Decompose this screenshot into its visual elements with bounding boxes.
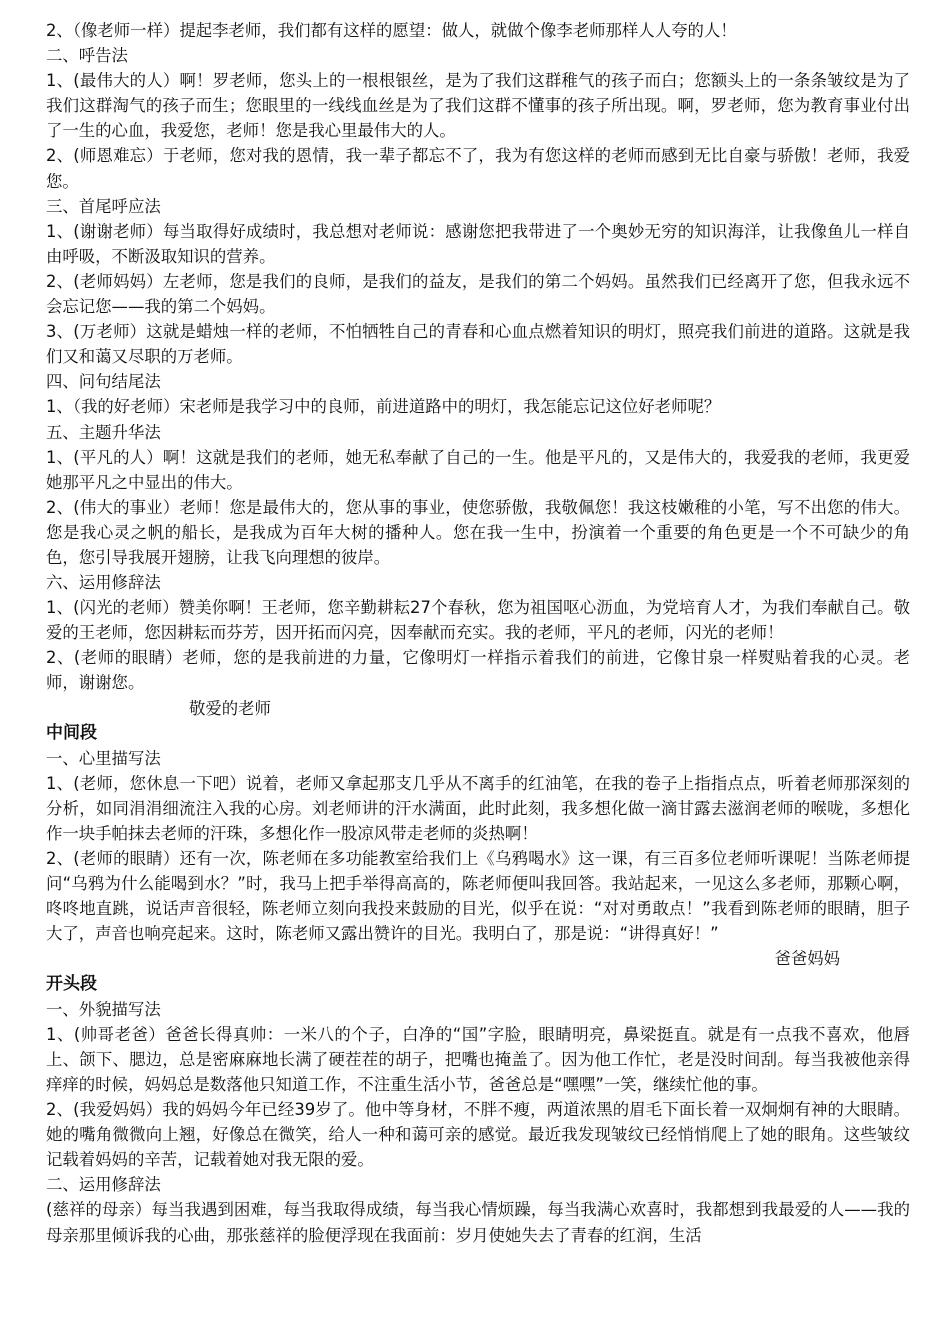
section-heading: 一、外貌描写法 bbox=[46, 999, 161, 1019]
paragraph: 2、(老师的眼睛）老师，您的是我前进的力量，它像明灯一样指示着我们的前进，它像甘泉一样熨贴着我的心灵。老师，谢谢您。 bbox=[46, 648, 910, 693]
topic-title: 爸爸妈妈 bbox=[774, 949, 840, 969]
paragraph: 2、(伟大的事业）老师！您是最伟大的，您从事的事业，使您骄傲，我敬佩您！我这枝嫩稚的小笔，写不出您的伟大。您是我心灵之帆的船长，是我成为百年大树的播种人。您在我一生中，扮演着一个重要的角色更是一个不可缺少的角色，您引导我展开翅膀，让我飞向理想的彼岸。 bbox=[46, 497, 910, 567]
section-heading: 二、呼告法 bbox=[46, 46, 128, 66]
paragraph: 3、(万老师）这就是蜡烛一样的老师，不怕牺牲自己的青春和心血点燃着知识的明灯，照亮我们前进的道路。这就是我们又和蔼又尽职的万老师。 bbox=[46, 322, 910, 367]
paragraph: 1、(最伟大的人）啊！罗老师，您头上的一根根银丝，是为了我们这群稚气的孩子而白；您额头上的一条条皱纹是为了我们这群淘气的孩子而生；您眼里的一线线血丝是为了我们这群不懂事的孩子所出现。啊，罗老师，您为教育事业付出了一生的心血，我爱您，老师！您是我心里最伟大的人。 bbox=[46, 71, 910, 141]
paragraph: 1、(闪光的老师）赞美你啊！王老师，您辛勤耕耘27个春秋，您为祖国呕心沥血，为党培育人才，为我们奉献自己。敬爱的王老师，您因耕耘而芬芳，因开拓而闪亮，因奉献而充实。我的老师，平凡的老师，闪光的老师！ bbox=[46, 598, 910, 643]
paragraph: 2、（像老师一样）提起李老师，我们都有这样的愿望：做人，就做个像李老师那样人人夸的人！ bbox=[46, 21, 737, 40]
paragraph: 2、(老师妈妈）左老师，您是我们的良师，是我们的益友，是我们的第二个妈妈。虽然我们已经离开了您，但我永远不会忘记您——我的第二个妈妈。 bbox=[46, 271, 910, 317]
section-heading: 四、问句结尾法 bbox=[46, 372, 161, 392]
section-heading: 一、心里描写法 bbox=[46, 748, 161, 768]
paragraph: 2、(老师的眼睛）还有一次，陈老师在多功能教室给我们上《乌鸦喝水》这一课，有三百多位老师听课呢！当陈老师提问“乌鸦为什么能喝到水？”时，我马上把手举得高高的，陈老师便叫我回答。我站起来，一见这么多老师，那颗心啊，咚咚地直跳，说话声音很轻，陈老师立刻向我投来鼓励的目光，似乎在说：“对对勇敢点！”我看到陈老师的眼睛，胆子大了，声音也响亮起来。这时，陈老师又露出赞许的目光。我明白了，那是说：“讲得真好！” bbox=[46, 849, 910, 944]
paragraph: 1、(老师，您休息一下吧）说着，老师又拿起那支几乎从不离手的红油笔，在我的卷子上指指点点，听着老师那深刻的分析，如同涓涓细流注入我的心房。刘老师讲的汗水满面，此时此刻，我多想化做一滴甘露去滋润老师的喉咙，多想化作一块手帕抹去老师的汗珠，多想化作一股凉风带走老师的炎热啊！ bbox=[46, 773, 910, 843]
part-title: 开头段 bbox=[46, 973, 97, 994]
paragraph: 1、(谢谢老师）每当取得好成绩时，我总想对老师说：感谢您把我带进了一个奥妙无穷的知识海洋，让我像鱼儿一样自由呼吸，不断汲取知识的营养。 bbox=[46, 221, 910, 266]
paragraph: 2、(我爱妈妈）我的妈妈今年已经39岁了。他中等身材，不胖不瘦，两道浓黑的眉毛下面长着一双炯炯有神的大眼睛。她的嘴角微微向上翘，好像总在微笑，给人一种和蔼可亲的感觉。最近我发现皱纹已经悄悄爬上了她的眼角。这些皱纹记载着妈妈的辛苦，记载着她对我无限的爱。 bbox=[46, 1100, 910, 1170]
section-heading: 五、主题升华法 bbox=[46, 422, 161, 442]
paragraph: 2、(师恩难忘）于老师，您对我的恩情，我一辈子都忘不了，我为有您这样的老师而感到无比自豪与骄傲！老师，我爱您。 bbox=[46, 146, 910, 191]
paragraph: (慈祥的母亲）每当我遇到困难，每当我取得成绩，每当我心情烦躁，每当我满心欢喜时，我都想到我最爱的人——我的母亲那里倾诉我的心曲，那张慈祥的脸便浮现在我面前：岁月使她失去了青春的红润，生活 bbox=[46, 1200, 910, 1245]
paragraph: 1、(平凡的人）啊！这就是我们的老师，她无私奉献了自己的一生。他是平凡的，又是伟大的，我爱我的老师，我更爱她那平凡之中显出的伟大。 bbox=[46, 447, 910, 492]
paragraph: 1、（我的好老师）宋老师是我学习中的良师，前进道路中的明灯，我怎能忘记这位好老师呢？ bbox=[46, 397, 721, 417]
paragraph: 1、(帅哥老爸）爸爸长得真帅：一米八的个子，白净的“国”字脸，眼睛明亮，鼻梁挺直。就是有一点我不喜欢，他唇上、颌下、腮边，总是密麻麻地长满了硬茬茬的胡子，把嘴也掩盖了。因为他工作忙，老是没时间刮。每当我被他亲得痒痒的时候，妈妈总是数落他只知道工作，不注重生活小节，爸爸总是“嘿嘿”一笑，继续忙他的事。 bbox=[46, 1024, 910, 1094]
section-heading: 三、首尾呼应法 bbox=[46, 196, 161, 216]
topic-title: 敬爱的老师 bbox=[189, 698, 271, 718]
part-title: 中间段 bbox=[46, 722, 97, 743]
section-heading: 二、运用修辞法 bbox=[46, 1175, 161, 1195]
section-heading: 六、运用修辞法 bbox=[46, 573, 161, 593]
